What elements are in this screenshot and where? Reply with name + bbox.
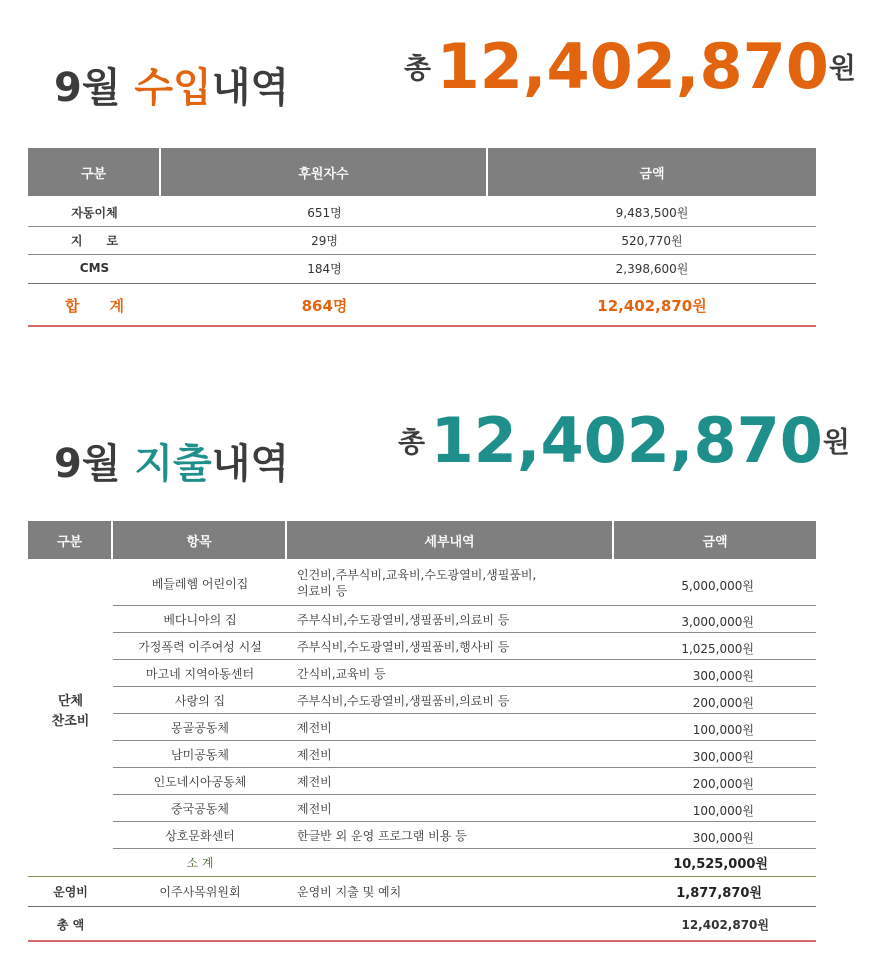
row-divider [113, 605, 816, 606]
income-heading-rest: 내역 [211, 65, 289, 111]
income-row-category: 자동이체 [71, 205, 118, 220]
sum-bottom-border [28, 325, 816, 327]
expense-header-amount: 금액 [614, 521, 816, 559]
expense-total-prefix: 총 [398, 425, 426, 459]
expense-row-amount: 200,000원 [692, 695, 754, 710]
income-header-amount: 금액 [488, 148, 816, 196]
expense-heading-rest: 내역 [211, 441, 289, 487]
expense-row-detail: 간식비,교육비 등 [297, 666, 386, 681]
income-total-amount: 12,402,870 [436, 30, 829, 103]
income-sum-count: 864명 [301, 296, 348, 315]
subtotal-divider [28, 876, 816, 877]
expense-group-label: 단체 찬조비 [51, 694, 90, 729]
expense-grand-total-label: 총 액 [56, 917, 85, 932]
expense-total-amount: 12,402,870 [430, 404, 823, 477]
row-divider [113, 740, 816, 741]
expense-row-item: 사랑의 집 [174, 693, 226, 708]
expense-row-amount: 300,000원 [692, 830, 754, 845]
row-divider [113, 659, 816, 660]
expense-row-detail: 제전비 [297, 801, 332, 816]
income-row-amount: 9,483,500원 [615, 205, 689, 220]
expense-row-detail: 제전비 [297, 720, 332, 735]
income-total-prefix: 총 [404, 51, 432, 85]
income-row-count: 184명 [307, 261, 342, 276]
expense-row-amount: 3,000,000원 [681, 614, 754, 629]
income-row-category: 지 로 [70, 233, 119, 248]
income-header-count: 후원자수 [161, 148, 486, 196]
expense-row-item: 상호문화센터 [165, 828, 235, 843]
income-row-count: 29명 [311, 233, 338, 248]
expense-row-amount: 300,000원 [692, 749, 754, 764]
expense-row-detail: 제전비 [297, 747, 332, 762]
expense-total [398, 404, 850, 477]
income-sum-label: 합 계 [65, 296, 124, 315]
expense-row-detail: 주부식비,수도광열비,생필품비,의료비 등 [297, 612, 510, 627]
income-total [404, 30, 856, 103]
row-divider [113, 821, 816, 822]
expense-row-amount: 100,000원 [692, 803, 754, 818]
expense-header-detail: 세부내역 [287, 521, 612, 559]
expense-subtotal-amount: 10,525,000원 [673, 856, 768, 872]
expense-row-amount: 1,025,000원 [681, 641, 754, 656]
expense-heading [54, 432, 289, 489]
expense-row-item: 마고네 지역아동센터 [145, 666, 255, 681]
row-divider [28, 226, 816, 227]
expense-row-amount: 100,000원 [692, 722, 754, 737]
income-row-amount: 520,770원 [621, 233, 683, 248]
expense-operating-detail: 운영비 지출 및 예치 [297, 884, 402, 899]
expense-row-detail: 제전비 [297, 774, 332, 789]
expense-operating-item: 이주사목위원회 [159, 884, 241, 899]
row-divider [28, 283, 816, 284]
income-row-category: CMS [79, 261, 110, 275]
expense-row-detail: 주부식비,수도광열비,생필품비,의료비 등 [297, 693, 510, 708]
income-heading-month: 9월 [54, 65, 121, 111]
expense-row-item: 남미공동체 [171, 747, 229, 762]
expense-header-item: 항목 [113, 521, 285, 559]
income-row-amount: 2,398,600원 [615, 261, 689, 276]
income-header-category: 구분 [28, 148, 159, 196]
expense-total-suffix: 원 [822, 425, 850, 459]
expense-operating-category: 운영비 [53, 884, 88, 899]
expense-subtotal-label: 소 계 [186, 855, 214, 870]
operating-divider [28, 906, 816, 907]
expense-row-item: 가정폭력 이주여성 시설 [138, 639, 262, 654]
row-divider [28, 254, 816, 255]
row-divider [113, 848, 816, 849]
expense-heading-accent: 지출 [134, 441, 212, 487]
expense-row-detail: 한글반 외 운영 프로그램 비용 등 [297, 828, 467, 843]
income-heading [54, 56, 289, 113]
expense-row-amount: 300,000원 [692, 668, 754, 683]
income-total-suffix: 원 [828, 51, 856, 85]
expense-heading-month: 9월 [54, 441, 121, 487]
grand-total-bottom-border [28, 940, 816, 942]
expense-row-item: 중국공동체 [171, 801, 229, 816]
row-divider [113, 767, 816, 768]
expense-row-item: 몽골공동체 [171, 720, 229, 735]
expense-grand-total-amount: 12,402,870원 [681, 917, 769, 932]
income-sum-amount: 12,402,870원 [597, 296, 707, 315]
row-divider [113, 794, 816, 795]
income-heading-accent: 수입 [134, 65, 212, 111]
expense-operating-amount: 1,877,870원 [676, 885, 762, 901]
row-divider [113, 713, 816, 714]
expense-row-detail: 인건비,주부식비,교육비,수도광열비,생필품비, 의료비 등 [297, 568, 537, 598]
expense-header-category: 구분 [28, 521, 111, 559]
expense-row-item: 베들레헴 어린이집 [151, 576, 249, 591]
income-row-count: 651명 [307, 205, 342, 220]
expense-row-item: 인도네시아공동체 [153, 774, 247, 789]
expense-row-amount: 5,000,000원 [681, 578, 754, 593]
expense-row-amount: 200,000원 [692, 776, 754, 791]
row-divider [113, 686, 816, 687]
expense-row-item: 베다니아의 집 [163, 612, 237, 627]
row-divider [113, 632, 816, 633]
expense-row-detail: 주부식비,수도광열비,생필품비,행사비 등 [297, 639, 510, 654]
